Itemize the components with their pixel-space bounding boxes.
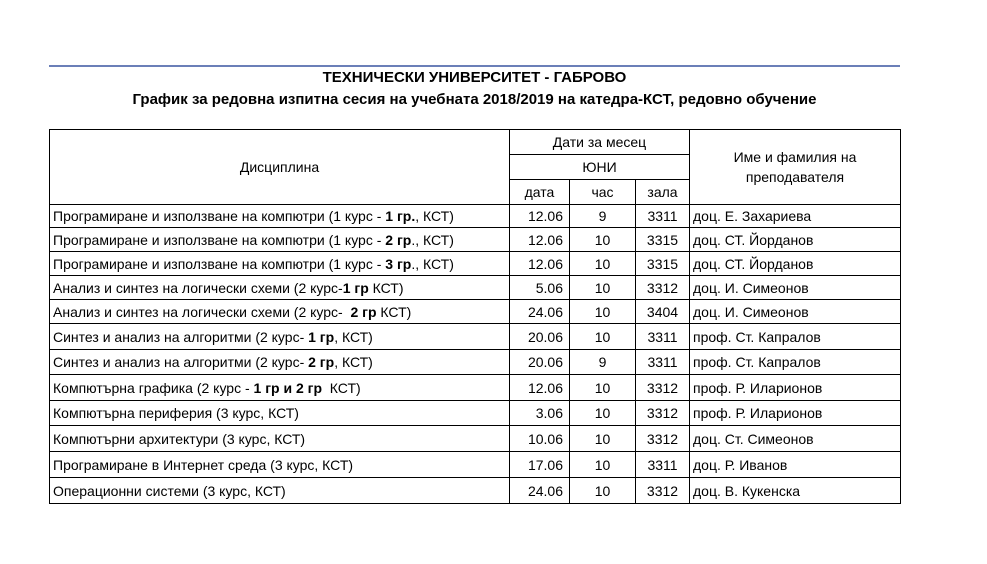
header-discipline: Дисциплина [50,130,510,205]
date-cell: 12.06 [510,205,570,228]
discipline-suffix: , КСТ) [334,328,373,345]
discipline-suffix: , КСТ) [415,208,454,224]
hour-cell: 10 [570,228,636,252]
table-row [50,252,901,276]
room-cell: 3311 [636,324,690,350]
discipline-text: Компютърна периферия (3 курс, КСТ) [53,405,299,421]
date-cell: 20.06 [510,350,570,375]
discipline-text: Анализ и синтез на логически схеми (2 курс- [53,279,343,296]
group-label: 3 гр [385,255,412,272]
schedule-rows [50,205,901,504]
teacher-cell: проф. Ст. Капралов [690,324,901,350]
discipline-text: Компютърна графика (2 курс - [53,379,254,396]
hour-cell: 10 [570,252,636,276]
hour-cell: 9 [570,350,636,375]
hour-cell: 10 [570,324,636,350]
discipline-text: Синтез и анализ на алгоритми (2 курс- [53,328,309,345]
table-row [50,300,901,324]
room-cell: 3311 [636,205,690,228]
room-cell: 3404 [636,300,690,324]
discipline-text: Програмиране и използване на компютри (1 курс - [53,255,386,272]
discipline-cell [50,375,510,401]
group-label: 2 гр [308,354,335,370]
discipline-cell [50,401,510,426]
discipline-cell [50,426,510,452]
date-cell: 24.06 [510,300,570,324]
discipline-cell [50,276,510,300]
room-cell: 3311 [636,350,690,375]
title-table [49,66,900,129]
discipline-cell [50,205,510,228]
teacher-cell: доц. Е. Захариева [690,205,901,228]
date-cell: 12.06 [510,375,570,401]
teacher-cell: доц. И. Симеонов [690,276,901,300]
group-label: 1 гр [308,328,335,345]
schedule-table [49,129,901,504]
teacher-cell: доц. СТ. Йорданов [690,252,901,276]
table-row [50,426,901,452]
group-label: 1 гр [342,279,369,296]
teacher-cell: доц. Ст. Симеонов [690,426,901,452]
room-cell: 3315 [636,252,690,276]
table-row [50,478,901,504]
header-date: дата [510,180,570,205]
discipline-cell [50,228,510,252]
header-hour: час [570,180,636,205]
room-cell: 3312 [636,375,690,401]
discipline-suffix: КСТ) [376,303,412,320]
hour-cell: 10 [570,452,636,478]
hour-cell: 10 [570,426,636,452]
teacher-cell: проф. Р. Иларионов [690,375,901,401]
hour-cell: 10 [570,375,636,401]
room-cell: 3315 [636,228,690,252]
page-title: ТЕХНИЧЕСКИ УНИВЕРСИТЕТ - ГАБРОВО [322,68,627,86]
discipline-text: Операционни системи (3 курс, КСТ) [53,482,286,499]
discipline-text: Програмиране в Интернет среда (3 курс, КСТ) [53,456,354,473]
discipline-cell [50,300,510,324]
room-cell: 3312 [636,276,690,300]
discipline-suffix: ., КСТ) [411,255,454,272]
room-cell: 3312 [636,478,690,504]
empty-row [49,110,900,129]
room-cell: 3312 [636,401,690,426]
group-label: 1 гр и 2 гр [253,379,323,396]
date-cell: 12.06 [510,228,570,252]
header-dates-group: Дати за месец [510,130,690,155]
hour-cell: 10 [570,478,636,504]
header-month: ЮНИ [510,155,690,180]
discipline-text: Синтез и анализ на алгоритми (2 курс- [53,354,309,370]
discipline-cell [50,350,510,375]
teacher-cell: проф. Ст. Капралов [690,350,901,375]
hour-cell: 10 [570,300,636,324]
discipline-text: Програмиране и използване на компютри (1 курс - [53,231,386,248]
discipline-cell [50,324,510,350]
table-row [50,228,901,252]
discipline-text: Компютърни архитектури (3 курс, КСТ) [53,430,306,447]
hour-cell: 9 [570,205,636,228]
teacher-cell: проф. Р. Иларионов [690,401,901,426]
discipline-cell [50,452,510,478]
hour-cell: 10 [570,401,636,426]
discipline-cell [50,478,510,504]
date-cell: 5.06 [510,276,570,300]
table-row [50,375,901,401]
group-label: 1 гр. [385,208,416,224]
page-subtitle: График за редовна изпитна сесия на учебната 2018/2019 на катедра-КСТ, редовно обучение [132,90,817,108]
group-label: 2 гр [350,303,377,320]
teacher-cell: доц. Р. Иванов [690,452,901,478]
table-row [50,324,901,350]
header-teacher: Име и фамилия на преподавателя [690,130,901,205]
group-label: 2 гр [385,231,412,248]
teacher-cell: доц. В. Кукенска [690,478,901,504]
teacher-cell: доц. И. Симеонов [690,300,901,324]
date-cell: 20.06 [510,324,570,350]
discipline-cell [50,252,510,276]
discipline-suffix: ., КСТ) [411,231,454,248]
date-cell: 24.06 [510,478,570,504]
table-row [50,452,901,478]
table-row [50,401,901,426]
date-cell: 17.06 [510,452,570,478]
header-room: зала [636,180,690,205]
room-cell: 3311 [636,452,690,478]
teacher-cell: доц. СТ. Йорданов [690,228,901,252]
hour-cell: 10 [570,276,636,300]
table-row [50,205,901,228]
table-row [50,350,901,375]
room-cell: 3312 [636,426,690,452]
discipline-text: Анализ и синтез на логически схеми (2 курс- [53,303,351,320]
exam-schedule-sheet [49,66,900,504]
discipline-suffix: , КСТ) [334,354,373,370]
discipline-suffix: КСТ) [322,379,361,396]
table-row [50,276,901,300]
date-cell: 12.06 [510,252,570,276]
date-cell: 3.06 [510,401,570,426]
discipline-text: Програмиране и използване на компютри (1 курс - [53,208,386,224]
discipline-suffix: КСТ) [368,279,404,296]
date-cell: 10.06 [510,426,570,452]
